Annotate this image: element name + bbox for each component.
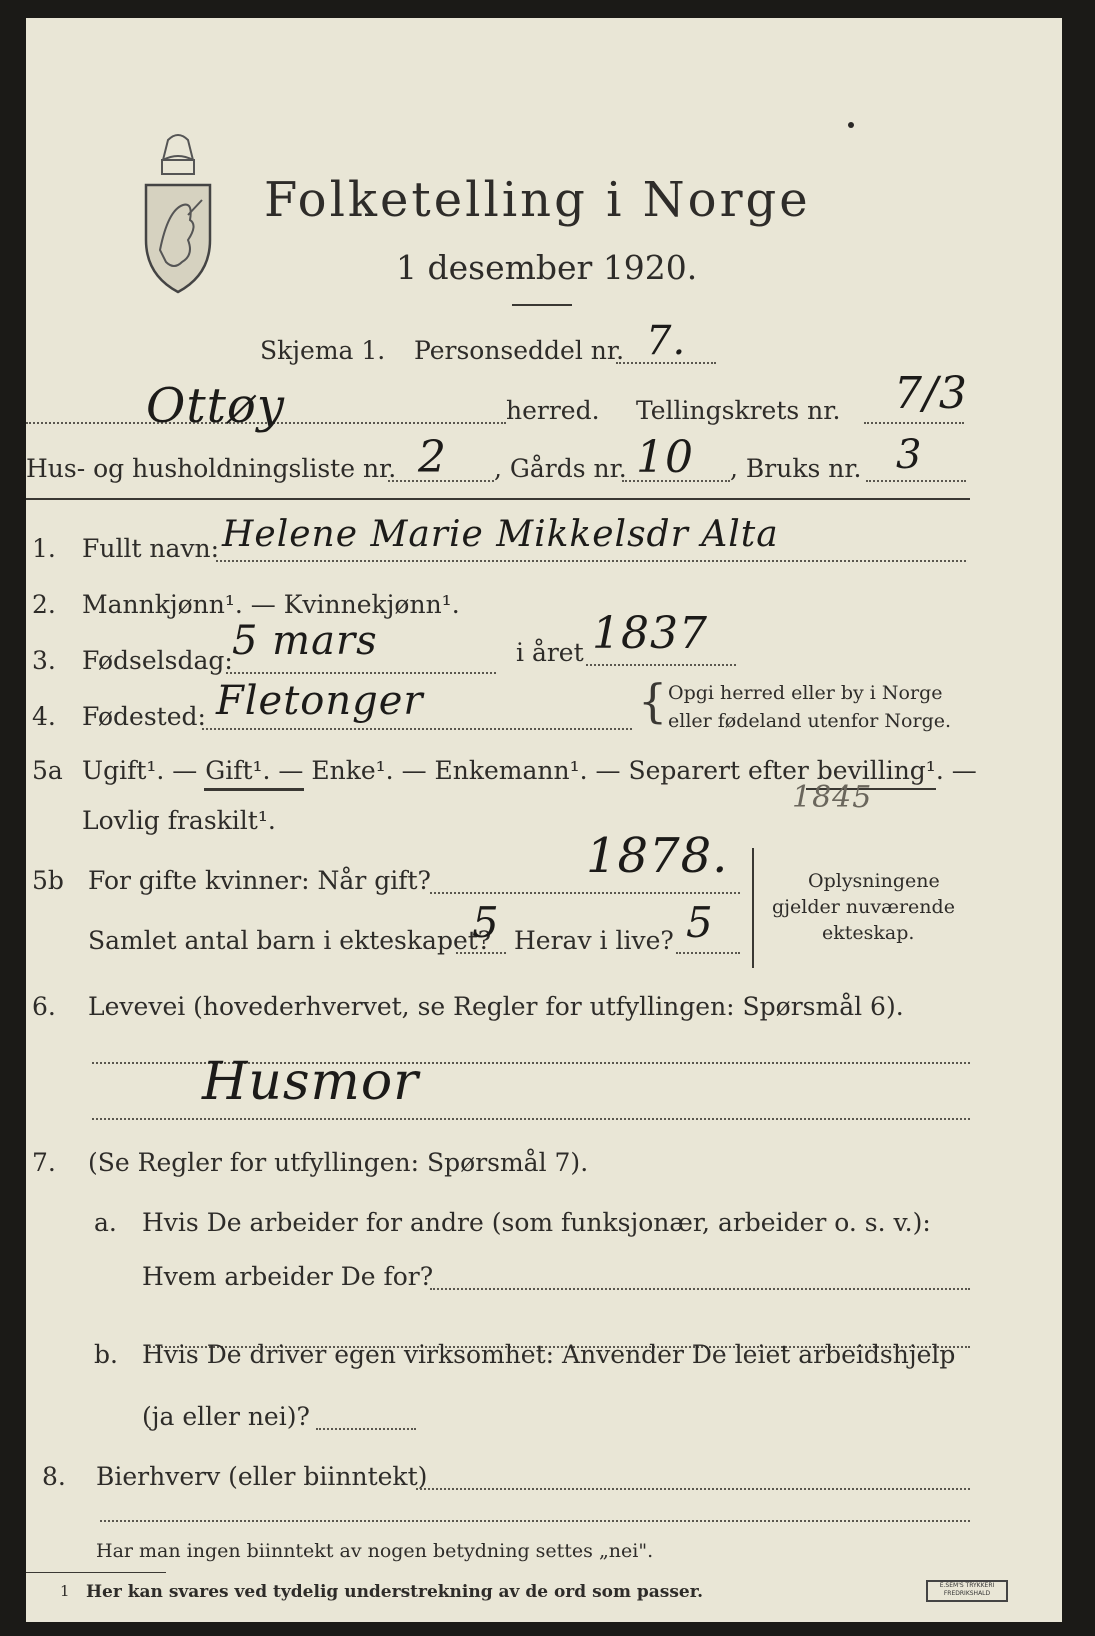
printer-stamp: E.SEM'S TRYKKERI FREDRIKSHALD — [926, 1580, 1008, 1602]
q4-note-2: eller fødeland utenfor Norge. — [668, 710, 952, 732]
q6-number: 6. — [32, 992, 56, 1021]
personseddel-value[interactable]: 7. — [646, 318, 687, 364]
bruks-value[interactable]: 3 — [896, 432, 923, 478]
q5b-number: 5b — [32, 866, 64, 895]
q7-number: 7. — [32, 1148, 56, 1177]
herred-label: herred. — [506, 396, 600, 425]
census-date: 1 desember 1920. — [396, 248, 698, 287]
q3-label: Fødselsdag: — [82, 646, 233, 675]
q3-year-value[interactable]: 1837 — [592, 608, 708, 659]
hus-label: Hus- og husholdningsliste nr. — [26, 454, 397, 483]
gift-underline — [204, 788, 304, 791]
bruks-label: , Bruks nr. — [730, 454, 862, 483]
q5b-children-line — [456, 952, 506, 954]
q8-number: 8. — [42, 1462, 66, 1491]
footnote-number: 1 — [60, 1582, 70, 1600]
q1-label: Fullt navn: — [82, 534, 220, 563]
coat-of-arms-icon — [138, 130, 218, 298]
q8-label: Bierhverv (eller biinntekt) — [96, 1462, 428, 1491]
q7b-label: Hvis De driver egen virksomhet: Anvender De leiet arbeidshjelp — [142, 1340, 956, 1369]
q5b-note-3: ekteskap. — [822, 922, 915, 944]
q2-number: 2. — [32, 590, 56, 619]
q5b-alive-label: Herav i live? — [514, 926, 674, 955]
q3-day-line — [226, 672, 496, 674]
q5a-label: Ugift¹. — Gift¹. — Enke¹. — Enkemann¹. — Separert efter bevilling¹. — — [82, 756, 977, 785]
q5b-alive-line — [676, 952, 740, 954]
q4-value[interactable]: Fletonger — [216, 678, 424, 724]
q5b-children-label: Samlet antal barn i ekteskapet? — [88, 926, 492, 955]
footer-note: Har man ingen biinntekt av nogen betydning settes „nei". — [96, 1540, 654, 1562]
footnote-text: Her kan svares ved tydelig understrekning av de ord som passer. — [86, 1582, 704, 1602]
q5b-married-line — [430, 892, 740, 894]
q8-line-2 — [100, 1520, 970, 1522]
q7-label: (Se Regler for utfyllingen: Spørsmål 7). — [88, 1148, 589, 1177]
gards-label: , Gårds nr. — [494, 454, 627, 483]
bruks-line — [866, 480, 966, 482]
q8-line-1 — [416, 1488, 970, 1490]
q7b-label-2: (ja eller nei)? — [142, 1402, 310, 1431]
q7b-number: b. — [94, 1340, 118, 1369]
tellingskrets-value[interactable]: 7/3 — [894, 368, 968, 419]
q7a-number: a. — [94, 1208, 117, 1237]
q6-line-2 — [92, 1118, 970, 1120]
q4-number: 4. — [32, 702, 56, 731]
q5b-married-value[interactable]: 1878. — [586, 828, 729, 884]
q5a-label-2: Lovlig fraskilt¹. — [82, 806, 276, 835]
q6-label: Levevei (hovederhvervet, se Regler for utfyllingen: Spørsmål 6). — [88, 992, 904, 1021]
q1-value[interactable]: Helene Marie Mikkelsdr Alta — [222, 514, 779, 555]
q5b-bracket — [752, 848, 754, 968]
personseddel-label: Personseddel nr. — [414, 336, 625, 365]
q5b-label: For gifte kvinner: Når gift? — [88, 866, 431, 895]
q4-note-1: Opgi herred eller by i Norge — [668, 682, 943, 704]
q3-number: 3. — [32, 646, 56, 675]
q3-year-line — [586, 664, 736, 666]
q3-day-value[interactable]: 5 mars — [232, 618, 378, 664]
q4-brace: { — [638, 674, 668, 728]
ink-dot — [848, 122, 854, 128]
q2-label: Mannkjønn¹. — Kvinnekjønn¹. — [82, 590, 460, 619]
q1-line — [216, 560, 966, 562]
hus-value[interactable]: 2 — [418, 432, 447, 483]
q7a-label-2: Hvem arbeider De for? — [142, 1262, 434, 1291]
tellingskrets-label: Tellingskrets nr. — [636, 396, 841, 425]
footer-rule — [26, 1572, 166, 1573]
q5b-children-value[interactable]: 5 — [472, 898, 500, 947]
q5a-number: 5a — [32, 756, 63, 785]
q1-number: 1. — [32, 534, 56, 563]
q6-value[interactable]: Husmor — [202, 1052, 419, 1112]
gards-value[interactable]: 10 — [636, 432, 694, 483]
q4-label: Fødested: — [82, 702, 206, 731]
q7a-line-1 — [430, 1288, 970, 1290]
census-form-sheet — [26, 18, 1062, 1622]
form-title: Folketelling i Norge — [264, 172, 811, 228]
q5b-alive-value[interactable]: 5 — [686, 898, 714, 947]
q7a-label: Hvis De arbeider for andre (som funksjonær, arbeider o. s. v.): — [142, 1208, 931, 1237]
header-rule — [26, 498, 970, 500]
title-divider — [512, 304, 572, 306]
q5b-note-2: gjelder nuværende — [772, 896, 955, 918]
tellingskrets-line — [864, 422, 964, 424]
q3-year-label: i året — [516, 638, 584, 667]
q4-line — [202, 728, 632, 730]
q5b-note-1: Oplysningene — [808, 870, 940, 892]
herred-value[interactable]: Ottøy — [146, 378, 285, 434]
q7b-line — [316, 1428, 416, 1430]
q5a-annotation: 1845 — [792, 780, 873, 815]
skjema-label: Skjema 1. — [260, 336, 386, 365]
